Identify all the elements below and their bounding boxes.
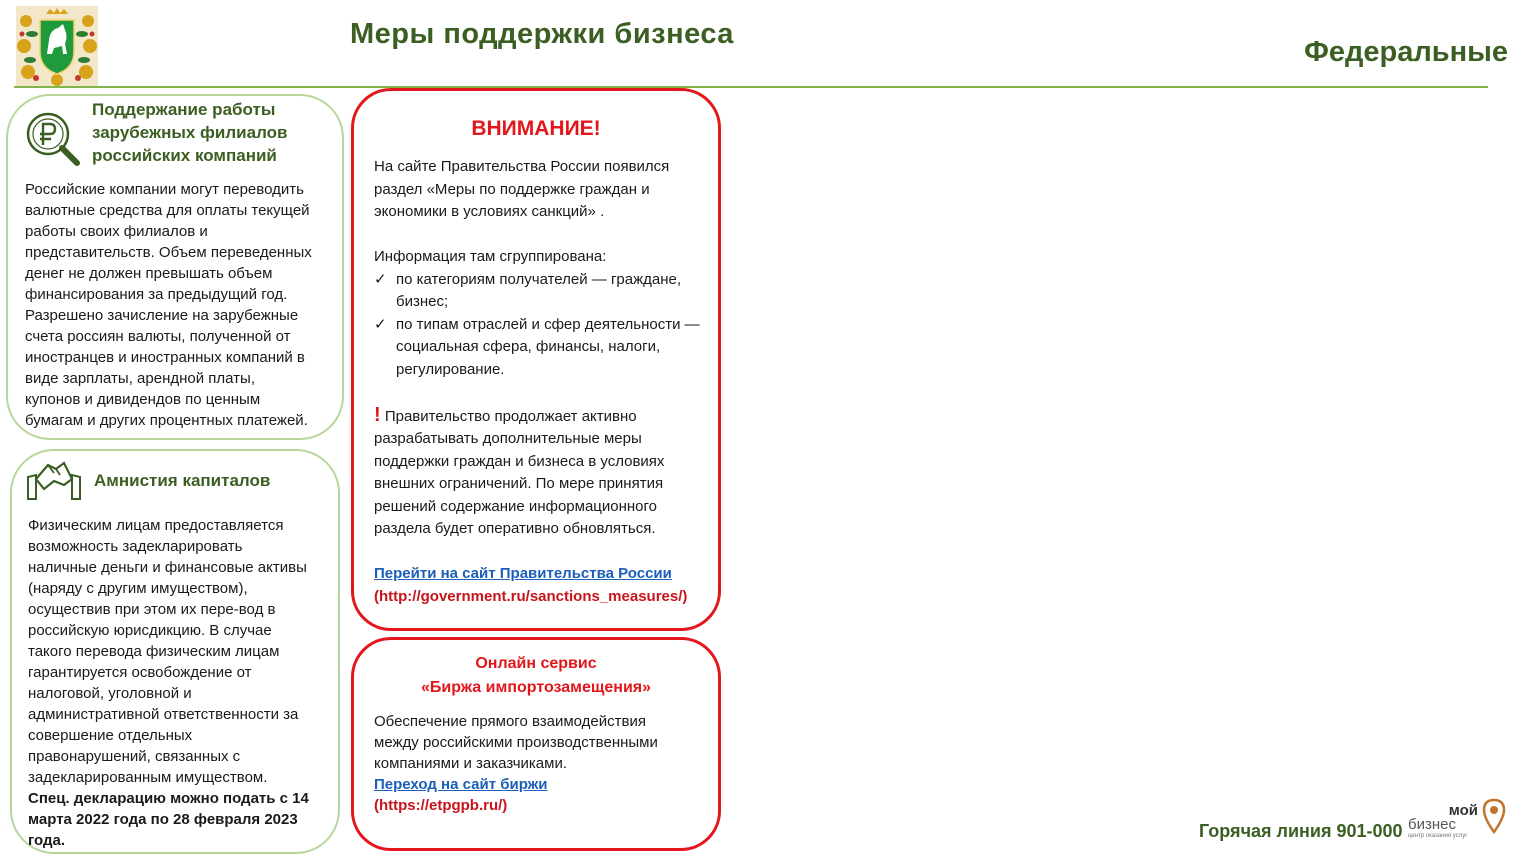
government-site-link[interactable]: Перейти на сайт Правительства России <box>374 565 672 582</box>
check-line: социальная сфера, финансы, налоги, <box>396 338 661 355</box>
body-line: осуществив при этом их пере-вод в <box>28 601 276 618</box>
body-line: Разрешено зачисление на зарубежные <box>25 307 299 324</box>
header-divider <box>14 86 1488 88</box>
brand-word: мой <box>1448 802 1478 819</box>
exclamation-icon: ! <box>374 403 381 426</box>
list-item <box>374 269 719 314</box>
list-item <box>374 314 719 382</box>
branches-heading <box>92 98 287 167</box>
intro-line: На сайте Правительства России появился <box>374 158 670 175</box>
attention-heading: ВНИМАНИЕ! <box>471 117 601 140</box>
intro-line: экономики в условиях санкций» . <box>374 203 605 220</box>
ruble-magnifier-icon <box>22 108 84 170</box>
notice-first-line <box>374 404 719 429</box>
heading-line: Онлайн сервис <box>475 655 597 672</box>
category-checklist <box>374 269 719 382</box>
attention-body <box>374 156 719 608</box>
page-title: Меры поддержки бизнеса <box>350 18 734 50</box>
government-site-url: (http://government.ru/sanctions_measures/) <box>374 587 688 605</box>
body-line: финансирования за предыдущий год. <box>25 286 288 303</box>
grouped-label: Информация там сгруппирована: <box>374 248 607 265</box>
body-line: правонарушений, связанных с <box>28 748 241 765</box>
body-line: совершение отдельных <box>28 727 193 744</box>
amnesty-body <box>28 515 338 851</box>
brand-tagline: центр оказания услуг <box>1408 833 1468 839</box>
body-line: представительств. Объем переведенных <box>25 244 312 261</box>
category-label: Федеральные <box>1304 36 1508 68</box>
body-line: компаниями и заказчиками. <box>374 755 567 772</box>
exchange-site-link[interactable]: Переход на сайт биржи <box>374 776 548 793</box>
branches-support-card <box>6 94 344 440</box>
my-business-logo <box>1408 798 1512 840</box>
check-line: по типам отраслей и сфер деятельности — <box>396 315 700 333</box>
body-line: налоговой, уголовной и <box>28 685 192 702</box>
notice-line: раздела будет оперативно обновляться. <box>374 520 656 537</box>
heading-line: зарубежных филиалов <box>92 123 288 142</box>
exchange-site-url: (https://etpgpb.ru/) <box>374 797 508 814</box>
body-line: работы своих филиалов и <box>25 223 208 240</box>
notice-text: Правительство продолжает активно <box>384 407 637 425</box>
brand-word: бизнес <box>1408 816 1456 833</box>
body-line: Физическим лицам предоставляется <box>28 517 284 534</box>
notice-line: решений содержание информационного <box>374 497 657 515</box>
body-line: между российскими производственными <box>374 734 658 751</box>
heading-line: Поддержание работы <box>92 100 276 119</box>
body-line: купонов и дивидендов по ценным <box>25 391 261 408</box>
deadline-line: года. <box>28 832 66 849</box>
check-icon: ✓ <box>374 315 387 333</box>
branches-body <box>25 179 345 431</box>
check-line: регулирование. <box>396 360 505 378</box>
service-body <box>374 711 719 816</box>
body-line: валютные средства для оплаты текущей <box>25 202 310 219</box>
body-line: такого перевода физическим лицам <box>28 643 280 660</box>
intro-line: раздел «Меры по поддержке граждан и <box>374 180 650 198</box>
service-heading <box>354 652 718 700</box>
coat-of-arms-logo <box>16 6 98 86</box>
body-line: бумагам и других процентных платежей. <box>25 412 308 429</box>
body-line: денег не должен превышать объем <box>25 265 273 282</box>
deadline-line: марта 2022 года по 28 февраля 2023 <box>28 811 298 828</box>
notice-line: разрабатывать дополнительные меры <box>374 430 642 447</box>
import-exchange-card <box>351 637 721 851</box>
check-icon: ✓ <box>374 270 387 288</box>
notice-line: поддержки граждан и бизнеса в условиях <box>374 452 665 470</box>
attention-card <box>351 88 721 631</box>
deadline-line: Спец. декларацию можно подать с 14 <box>28 790 309 807</box>
body-line: наличные деньги и финансовые активы <box>28 559 307 576</box>
capital-amnesty-card <box>10 449 340 854</box>
location-pin-icon <box>1482 798 1506 839</box>
body-line: гарантируется освобождение от <box>28 664 252 681</box>
body-line: (наряду с другим имуществом), <box>28 580 248 597</box>
body-line: Обеспечение прямого взаимодействия <box>374 713 646 730</box>
check-line: по категориям получателей — граждане, <box>396 270 682 288</box>
handshake-icon <box>24 455 84 503</box>
amnesty-heading: Амнистия капиталов <box>94 471 271 490</box>
heading-line: «Биржа импортозамещения» <box>420 679 652 696</box>
brand-text <box>1408 804 1478 840</box>
notice-line: внешних ограничений. По мере принятия <box>374 475 664 492</box>
heading-line: российских компаний <box>92 146 277 165</box>
body-line: виде зарплаты, арендной платы, <box>25 370 255 387</box>
hotline-text: Горячая линия 901-000 <box>1199 821 1403 841</box>
body-line: административной ответственности за <box>28 706 299 723</box>
body-line: российскую юрисдикцию. В случае <box>28 622 272 639</box>
body-line: возможность задекларировать <box>28 538 243 555</box>
body-line: иностранцев и иностранных компаний в <box>25 349 305 366</box>
body-line: задекларированным имуществом. <box>28 769 268 786</box>
body-line: Российские компании могут переводить <box>25 181 304 198</box>
body-line: счета россиян валюты, полученной от <box>25 328 291 345</box>
check-line: бизнес; <box>396 293 449 310</box>
